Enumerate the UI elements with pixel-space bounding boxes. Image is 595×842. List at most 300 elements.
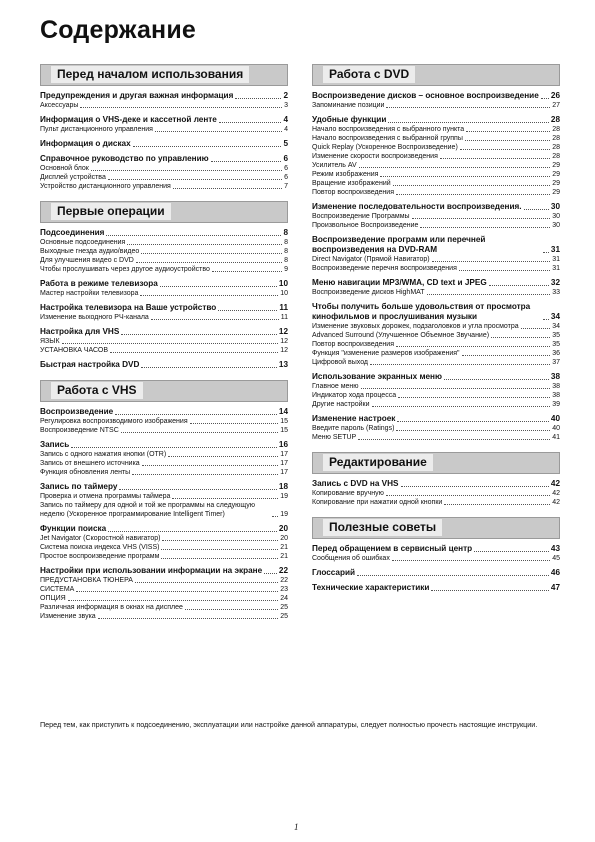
entry-page: 8	[284, 239, 288, 246]
toc-section	[312, 517, 560, 593]
entry-title: СИСТЕМА	[40, 586, 75, 593]
toc-subentry[interactable]	[40, 313, 288, 322]
entry-title: Выходные гнезда аудио/видео	[40, 248, 140, 255]
entry-page: 30	[550, 202, 560, 211]
section-heading-bar	[40, 380, 288, 402]
entry-title: Информация о дисках	[40, 139, 131, 148]
toc-chapter-entry[interactable]	[40, 279, 288, 289]
dot-leader	[396, 346, 550, 347]
entry-title: Использование экранных меню	[312, 372, 442, 381]
entry-title: Запись по таймеру	[40, 482, 118, 491]
toc-subentry[interactable]	[40, 543, 288, 552]
entry-title: Изменение последовательности воспроизведения.	[312, 202, 522, 211]
toc-chapter-entry[interactable]	[312, 372, 560, 382]
entry-title: Настройка для VHS	[40, 327, 120, 336]
entry-page: 37	[552, 359, 560, 366]
toc-chapter-entry[interactable]	[312, 115, 560, 125]
toc-subentry[interactable]	[40, 426, 288, 435]
toc-chapter-entry[interactable]	[40, 303, 288, 313]
dot-leader	[121, 334, 277, 335]
entry-title: Воспроизведение дисков – основное воспроизведение	[312, 91, 539, 100]
dot-leader	[393, 185, 551, 186]
dot-leader	[474, 551, 549, 552]
entry-title: Функция "изменение размеров изображения"	[312, 350, 460, 357]
toc-subentry[interactable]	[312, 331, 560, 340]
toc-subentry[interactable]	[312, 322, 560, 331]
toc-subentry[interactable]	[40, 173, 288, 182]
toc-subentry[interactable]	[312, 134, 560, 143]
entry-page: 12	[280, 338, 288, 345]
dot-leader	[108, 179, 282, 180]
entry-page: 4	[284, 126, 288, 133]
dot-leader	[264, 573, 277, 574]
toc-subentry[interactable]	[312, 101, 560, 110]
entry-title: Изменение выходного РЧ-канала	[40, 314, 149, 321]
entry-page: 11	[280, 314, 288, 321]
dot-leader	[190, 423, 279, 424]
toc-subentry[interactable]	[40, 256, 288, 265]
entry-title: Запись с DVD на VHS	[312, 479, 399, 488]
entry-title: Сообщения об ошибках	[312, 555, 390, 562]
entry-title: Пульт дистанционного управления	[40, 126, 153, 133]
entry-page: 19	[280, 493, 288, 500]
toc-chapter-entry[interactable]	[312, 278, 560, 288]
section-heading: Работа с VHS	[51, 382, 143, 399]
entry-page: 9	[284, 266, 288, 273]
toc-subentry[interactable]	[312, 125, 560, 134]
entry-title: Функции поиска	[40, 524, 107, 533]
dot-leader	[127, 244, 282, 245]
toc-subentry[interactable]	[40, 450, 288, 459]
entry-title: Мастер настройки телевизора	[40, 290, 139, 297]
page-title: Содержание	[40, 16, 197, 44]
entry-title: Воспроизведение	[40, 407, 114, 416]
entry-page: 31	[552, 256, 560, 263]
entry-page: 16	[278, 440, 288, 449]
entry-title: Jet Navigator (Скоростной навигатор)	[40, 535, 161, 542]
entry-title: Запись	[40, 440, 70, 449]
toc-subentry[interactable]	[312, 264, 560, 273]
entry-page: 7	[284, 183, 288, 190]
dot-leader	[219, 122, 282, 123]
entry-title: Регулировка воспроизводимого изображения	[40, 418, 188, 425]
entry-title: Изменение звука	[40, 613, 96, 620]
entry-page: 46	[550, 568, 560, 577]
entry-page: 27	[552, 102, 560, 109]
dot-leader	[380, 176, 550, 177]
dot-leader	[135, 582, 278, 583]
toc-subentry[interactable]	[40, 101, 288, 110]
entry-title: Система поиска индекса VHS (VISS)	[40, 544, 160, 551]
entry-title: Для улучшения видео с DVD	[40, 257, 134, 264]
toc-subentry[interactable]	[312, 391, 560, 400]
entry-page: 29	[552, 162, 560, 169]
dot-leader	[161, 549, 278, 550]
entry-title: Повтор воспроизведения	[312, 189, 395, 196]
toc-subentry[interactable]	[312, 433, 560, 442]
toc-section	[40, 201, 288, 370]
entry-page: 25	[280, 613, 288, 620]
dot-leader	[361, 388, 551, 389]
entry-page: 39	[552, 401, 560, 408]
entry-page: 30	[552, 213, 560, 220]
toc-chapter-entry[interactable]	[40, 524, 288, 534]
toc-subentry[interactable]	[312, 498, 560, 507]
entry-title: Перед обращением в сервисный центр	[312, 544, 473, 553]
toc-subentry[interactable]	[312, 349, 560, 358]
toc-chapter-entry[interactable]	[40, 115, 288, 125]
entry-page: 22	[278, 566, 288, 575]
entry-page: 24	[280, 595, 288, 602]
entry-page: 29	[552, 189, 560, 196]
entry-page: 28	[552, 144, 560, 151]
toc-subentry[interactable]	[40, 247, 288, 256]
entry-title: Advanced Surround (Улучшенное Объемное Звучание)	[312, 332, 490, 339]
entry-page: 29	[552, 180, 560, 187]
dot-leader	[396, 194, 550, 195]
entry-page: 22	[280, 577, 288, 584]
toc-chapter-entry[interactable]	[312, 568, 560, 578]
dot-leader	[431, 590, 549, 591]
toc-subentry[interactable]	[40, 492, 288, 501]
dot-leader	[168, 456, 278, 457]
toc-chapter-entry[interactable]	[40, 360, 288, 370]
toc-subentry[interactable]	[312, 212, 560, 221]
toc-chapter-entry[interactable]	[40, 440, 288, 450]
entry-title: Воспроизведение дисков HighMAT	[312, 289, 425, 296]
dot-leader	[162, 540, 278, 541]
entry-title: Дисплей устройства	[40, 174, 106, 181]
entry-title: Основные подсоединения	[40, 239, 126, 246]
entry-title: Цифровой выход	[312, 359, 369, 366]
dot-leader	[272, 516, 278, 517]
toc-chapter-entry[interactable]	[312, 235, 560, 255]
toc-subentry[interactable]	[40, 468, 288, 477]
dot-leader	[173, 188, 282, 189]
entry-page: 21	[280, 553, 288, 560]
toc-subentry[interactable]	[40, 265, 288, 274]
toc-subentry[interactable]	[40, 417, 288, 426]
dot-leader	[155, 131, 282, 132]
dot-leader	[110, 352, 278, 353]
entry-title: Запись по таймеру для одной и той же программы на следующую неделю (Ускоренное программирование Intelligent Timer)	[40, 502, 255, 518]
dot-leader	[462, 355, 551, 356]
section-heading-bar	[312, 452, 560, 474]
entry-page: 25	[280, 604, 288, 611]
section-heading-bar	[40, 201, 288, 223]
dot-leader	[357, 575, 549, 576]
entry-page: 40	[550, 414, 560, 423]
dot-leader	[372, 406, 551, 407]
toc-section	[40, 380, 288, 621]
dot-leader	[108, 531, 277, 532]
toc-chapter-entry[interactable]	[312, 544, 560, 554]
toc-chapter-entry[interactable]	[312, 302, 560, 322]
toc-subentry[interactable]	[312, 424, 560, 433]
section-heading: Работа с DVD	[323, 66, 415, 83]
entry-page: 8	[283, 228, 288, 237]
toc-chapter-entry[interactable]	[40, 407, 288, 417]
entry-title: Другие настройки	[312, 401, 370, 408]
entry-page: 26	[550, 91, 560, 100]
entry-title: Воспроизведение Программы	[312, 213, 410, 220]
toc-right-column	[312, 64, 560, 603]
dot-leader	[358, 439, 550, 440]
toc-subentry[interactable]	[312, 161, 560, 170]
dot-leader	[132, 474, 278, 475]
entry-page: 21	[280, 544, 288, 551]
dot-leader	[543, 319, 549, 320]
entry-title: Quick Replay (Ускоренное Воспроизведение)	[312, 144, 458, 151]
dot-leader	[140, 295, 278, 296]
entry-page: 28	[552, 126, 560, 133]
entry-title: ПРЕДУСТАНОВКА ТЮНЕРА	[40, 577, 133, 584]
section-heading: Полезные советы	[323, 519, 442, 536]
entry-page: 28	[552, 135, 560, 142]
toc-subentry[interactable]	[312, 152, 560, 161]
dot-leader	[80, 107, 282, 108]
entry-title: Аксессуары	[40, 102, 79, 109]
entry-title: Информация о VHS-деке и кассетной ленте	[40, 115, 217, 124]
entry-page: 34	[550, 312, 560, 321]
entry-page: 12	[280, 347, 288, 354]
toc-chapter-entry[interactable]	[312, 479, 560, 489]
dot-leader	[141, 253, 282, 254]
dot-leader	[68, 600, 278, 601]
dot-leader	[133, 146, 282, 147]
dot-leader	[491, 337, 550, 338]
entry-page: 45	[552, 555, 560, 562]
toc-subentry[interactable]	[40, 501, 288, 519]
dot-leader	[91, 170, 282, 171]
entry-page: 42	[552, 490, 560, 497]
entry-page: 11	[279, 303, 288, 312]
dot-leader	[489, 285, 549, 286]
dot-leader	[392, 560, 550, 561]
toc-section	[40, 64, 288, 191]
toc-chapter-entry[interactable]	[312, 91, 560, 101]
toc-subentry[interactable]	[40, 182, 288, 191]
dot-leader	[541, 98, 549, 99]
dot-leader	[161, 558, 278, 559]
dot-leader	[420, 227, 550, 228]
toc-subentry[interactable]	[40, 346, 288, 355]
toc-subentry[interactable]	[40, 337, 288, 346]
entry-page: 43	[550, 544, 560, 553]
entry-page: 29	[552, 171, 560, 178]
entry-page: 38	[552, 383, 560, 390]
entry-page: 20	[280, 535, 288, 542]
dot-leader	[397, 421, 549, 422]
toc-subentry[interactable]	[312, 143, 560, 152]
toc-chapter-entry[interactable]	[40, 154, 288, 164]
entry-title: Воспроизведение программ или перечней воспроизведения на DVD-RAM	[312, 235, 486, 254]
entry-page: 4	[283, 115, 288, 124]
dot-leader	[136, 262, 282, 263]
entry-page: 19	[280, 511, 288, 518]
dot-leader	[427, 294, 551, 295]
entry-title: Простое воспроизведение программ	[40, 553, 160, 560]
entry-page: 32	[550, 278, 560, 287]
toc-chapter-entry[interactable]	[40, 566, 288, 576]
entry-title: Введите пароль (Ratings)	[312, 425, 395, 432]
toc-section	[312, 452, 560, 507]
entry-page: 10	[278, 279, 288, 288]
entry-page: 5	[283, 139, 288, 148]
entry-page: 13	[278, 360, 288, 369]
toc-chapter-entry[interactable]	[40, 482, 288, 492]
toc-subentry[interactable]	[312, 382, 560, 391]
entry-title: ЯЗЫК	[40, 338, 60, 345]
entry-page: 23	[280, 586, 288, 593]
toc-subentry[interactable]	[312, 400, 560, 409]
entry-title: УСТАНОВКА ЧАСОВ	[40, 347, 109, 354]
dot-leader	[71, 447, 277, 448]
entry-page: 12	[278, 327, 288, 336]
dot-leader	[386, 495, 550, 496]
dot-leader	[401, 486, 549, 487]
entry-page: 6	[284, 174, 288, 181]
entry-page: 15	[280, 418, 288, 425]
entry-title: Начало воспроизведения с выбранной группы	[312, 135, 463, 142]
entry-title: Предупреждения и другая важная информация	[40, 91, 234, 100]
entry-title: Меню SETUP	[312, 434, 357, 441]
toc-subentry[interactable]	[312, 340, 560, 349]
entry-page: 15	[280, 427, 288, 434]
entry-page: 14	[278, 407, 288, 416]
dot-leader	[160, 286, 277, 287]
toc-chapter-entry[interactable]	[312, 414, 560, 424]
toc-subentry[interactable]	[40, 459, 288, 468]
entry-page: 31	[552, 265, 560, 272]
toc-subentry[interactable]	[40, 552, 288, 561]
entry-title: Устройство дистанционного управления	[40, 183, 171, 190]
toc-subentry[interactable]	[312, 288, 560, 297]
dot-leader	[396, 430, 550, 431]
dot-leader	[459, 270, 550, 271]
entry-page: 17	[280, 469, 288, 476]
entry-page: 38	[552, 392, 560, 399]
toc-chapter-entry[interactable]	[312, 583, 560, 593]
entry-title: Проверка и отмена программы таймера	[40, 493, 171, 500]
footnote: Перед тем, как приступить к подсоединению, эксплуатации или настройке данной аппаратуры, следует полностью прочесть настоящие инструкции.	[40, 720, 538, 729]
dot-leader	[76, 591, 278, 592]
section-heading-bar	[40, 64, 288, 86]
toc-chapter-entry[interactable]	[40, 327, 288, 337]
dot-leader	[444, 504, 550, 505]
section-heading: Редактирование	[323, 454, 433, 471]
entry-title: Подсоединения	[40, 228, 105, 237]
entry-title: Запоминание позиции	[312, 102, 385, 109]
entry-title: Работа в режиме телевизора	[40, 279, 158, 288]
toc-subentry[interactable]	[312, 489, 560, 498]
dot-leader	[151, 319, 279, 320]
dot-leader	[386, 107, 550, 108]
entry-title: Начало воспроизведения с выбранного пункта	[312, 126, 465, 133]
entry-page: 30	[552, 222, 560, 229]
entry-page: 20	[278, 524, 288, 533]
toc-subentry[interactable]	[40, 612, 288, 621]
toc-chapter-entry[interactable]	[40, 228, 288, 238]
entry-title: Настройка телевизора на Ваше устройство	[40, 303, 217, 312]
toc-subentry[interactable]	[312, 554, 560, 563]
entry-title: Копирование при нажатии одной кнопки	[312, 499, 443, 506]
entry-title: Direct Navigator (Прямой Навигатор)	[312, 256, 430, 263]
entry-title: Запись от внешнего источника	[40, 460, 140, 467]
dot-leader	[211, 161, 282, 162]
entry-title: Повтор воспроизведения	[312, 341, 395, 348]
toc-subentry[interactable]	[40, 534, 288, 543]
dot-leader	[412, 218, 551, 219]
entry-title: Запись с одного нажатия кнопки (OTR)	[40, 451, 167, 458]
toc-chapter-entry[interactable]	[312, 202, 560, 212]
toc-subentry[interactable]	[40, 585, 288, 594]
section-heading: Перед началом использования	[51, 66, 249, 83]
dot-leader	[185, 609, 278, 610]
dot-leader	[172, 498, 278, 499]
toc-subentry[interactable]	[312, 170, 560, 179]
entry-page: 3	[284, 102, 288, 109]
dot-leader	[398, 397, 550, 398]
toc-subentry[interactable]	[40, 164, 288, 173]
dot-leader	[388, 122, 549, 123]
entry-page: 35	[552, 341, 560, 348]
entry-title: Усилитель AV	[312, 162, 357, 169]
dot-leader	[524, 209, 549, 210]
section-heading-bar	[312, 517, 560, 539]
toc-subentry[interactable]	[40, 238, 288, 247]
entry-page: 36	[552, 350, 560, 357]
entry-title: Технические характеристики	[312, 583, 430, 592]
dot-leader	[115, 414, 277, 415]
toc-subentry[interactable]	[40, 594, 288, 603]
dot-leader	[359, 167, 551, 168]
dot-leader	[466, 131, 550, 132]
entry-title: Настройки при использовании информации на экране	[40, 566, 263, 575]
toc-subentry[interactable]	[312, 358, 560, 367]
section-heading: Первые операции	[51, 203, 171, 220]
toc-subentry[interactable]	[312, 221, 560, 230]
entry-page: 8	[284, 257, 288, 264]
entry-title: Режим изображения	[312, 171, 379, 178]
entry-page: 28	[552, 153, 560, 160]
toc-chapter-entry[interactable]	[40, 139, 288, 149]
toc-subentry[interactable]	[312, 179, 560, 188]
dot-leader	[465, 140, 550, 141]
dot-leader	[370, 364, 550, 365]
entry-page: 8	[284, 248, 288, 255]
toc-chapter-entry[interactable]	[40, 91, 288, 101]
entry-page: 31	[550, 245, 560, 254]
toc-section	[312, 64, 560, 442]
entry-title: Копирование вручную	[312, 490, 384, 497]
entry-title: Меню навигации MP3/WMA, CD text и JPEG	[312, 278, 487, 287]
page-number: 1	[294, 822, 299, 832]
dot-leader	[543, 252, 549, 253]
entry-title: Быстрая настройка DVD	[40, 360, 140, 369]
dot-leader	[62, 343, 279, 344]
dot-leader	[119, 489, 276, 490]
dot-leader	[141, 367, 277, 368]
dot-leader	[235, 98, 281, 99]
entry-title: Произвольное Воспроизведение	[312, 222, 419, 229]
toc-subentry[interactable]	[312, 255, 560, 264]
toc-subentry[interactable]	[312, 188, 560, 197]
toc-subentry[interactable]	[40, 125, 288, 134]
toc-subentry[interactable]	[40, 576, 288, 585]
toc-subentry[interactable]	[40, 603, 288, 612]
toc-subentry[interactable]	[40, 289, 288, 298]
